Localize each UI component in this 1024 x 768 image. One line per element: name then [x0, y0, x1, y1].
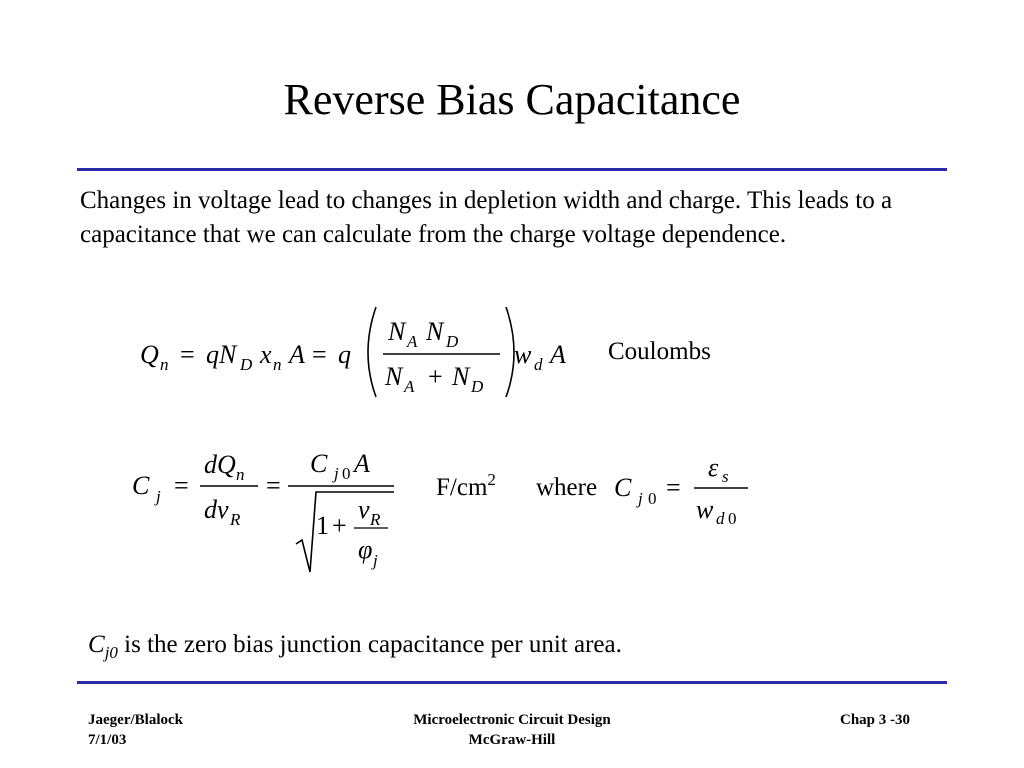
svg-text:0: 0 [342, 464, 351, 483]
svg-text:0: 0 [728, 509, 737, 528]
capacitance-unit-base: F/cm [436, 474, 488, 501]
svg-text:=: = [266, 471, 281, 500]
svg-text:D: D [240, 355, 253, 374]
svg-text:N: N [388, 317, 406, 346]
svg-text:=: = [180, 340, 195, 369]
slide-title: Reverse Bias Capacitance [283, 75, 741, 124]
svg-text:N: N [452, 362, 470, 391]
cj0-note-text: is the zero bias junction capacitance per unit area. [117, 631, 622, 658]
footer-date: 7/1/03 [88, 732, 127, 748]
footer-book-title: Microelectronic Circuit Design [413, 712, 611, 728]
svg-text:j: j [334, 464, 339, 483]
svg-text:dQ: dQ [204, 450, 236, 479]
svg-text:1: 1 [316, 511, 329, 540]
svg-text:A: A [407, 332, 418, 351]
title-divider [77, 168, 947, 171]
svg-text:C: C [132, 471, 150, 500]
capacitance-unit [436, 470, 496, 502]
svg-text:n: n [236, 465, 245, 484]
svg-text:A: A [289, 340, 305, 369]
svg-text:dv: dv [204, 495, 229, 524]
svg-text:s: s [722, 467, 729, 486]
intro-paragraph: Changes in voltage lead to changes in depletion width and charge. This leads to a capacitance that we can calculate from the charge voltage dependence. [80, 187, 893, 248]
svg-text:R: R [230, 510, 241, 529]
svg-text:N: N [426, 317, 444, 346]
svg-text:+: + [332, 511, 347, 540]
svg-text:=: = [174, 471, 189, 500]
svg-text:x: x [260, 340, 272, 369]
footer-authors: Jaeger/Blalock [88, 712, 183, 728]
svg-text:j: j [156, 487, 161, 506]
svg-text:d: d [716, 509, 725, 528]
svg-text:φ: φ [358, 535, 373, 564]
charge-unit: Coulombs [608, 338, 711, 365]
svg-text:w: w [514, 340, 532, 369]
capacitance-unit-exponent: 2 [487, 470, 496, 489]
svg-text:w: w [696, 495, 714, 524]
svg-text:v: v [358, 495, 370, 524]
svg-text:Q: Q [140, 340, 159, 369]
svg-text:+: + [428, 362, 443, 391]
capacitance-equation [130, 448, 410, 578]
svg-text:j: j [638, 489, 643, 508]
svg-text:d: d [534, 355, 543, 374]
svg-text:A: A [354, 449, 370, 478]
svg-text:n: n [160, 355, 169, 374]
footer-divider [77, 681, 947, 684]
svg-text:D: D [471, 377, 484, 396]
svg-text:j: j [373, 551, 378, 570]
footer-chapter-page: Chap 3 -30 [840, 712, 911, 728]
footer-publisher: McGraw-Hill [468, 732, 556, 748]
svg-text:=: = [666, 473, 681, 502]
cj0-definition [610, 452, 760, 532]
svg-text:=: = [312, 340, 327, 369]
svg-text:n: n [273, 355, 282, 374]
svg-text:D: D [446, 332, 459, 351]
cj0-note [88, 628, 622, 664]
svg-text:q: q [338, 340, 351, 369]
svg-text:A: A [404, 377, 415, 396]
svg-text:qN: qN [206, 340, 237, 369]
where-label: where [536, 474, 598, 501]
svg-text:C: C [614, 473, 632, 502]
cj0-symbol: C [88, 631, 105, 658]
svg-text:C: C [310, 449, 328, 478]
svg-text:N: N [385, 362, 403, 391]
svg-text:A: A [550, 340, 566, 369]
svg-text:0: 0 [648, 489, 657, 508]
cj0-symbol-subscript: j0 [104, 643, 118, 662]
svg-text:ε: ε [708, 453, 719, 482]
svg-text:R: R [370, 510, 381, 529]
